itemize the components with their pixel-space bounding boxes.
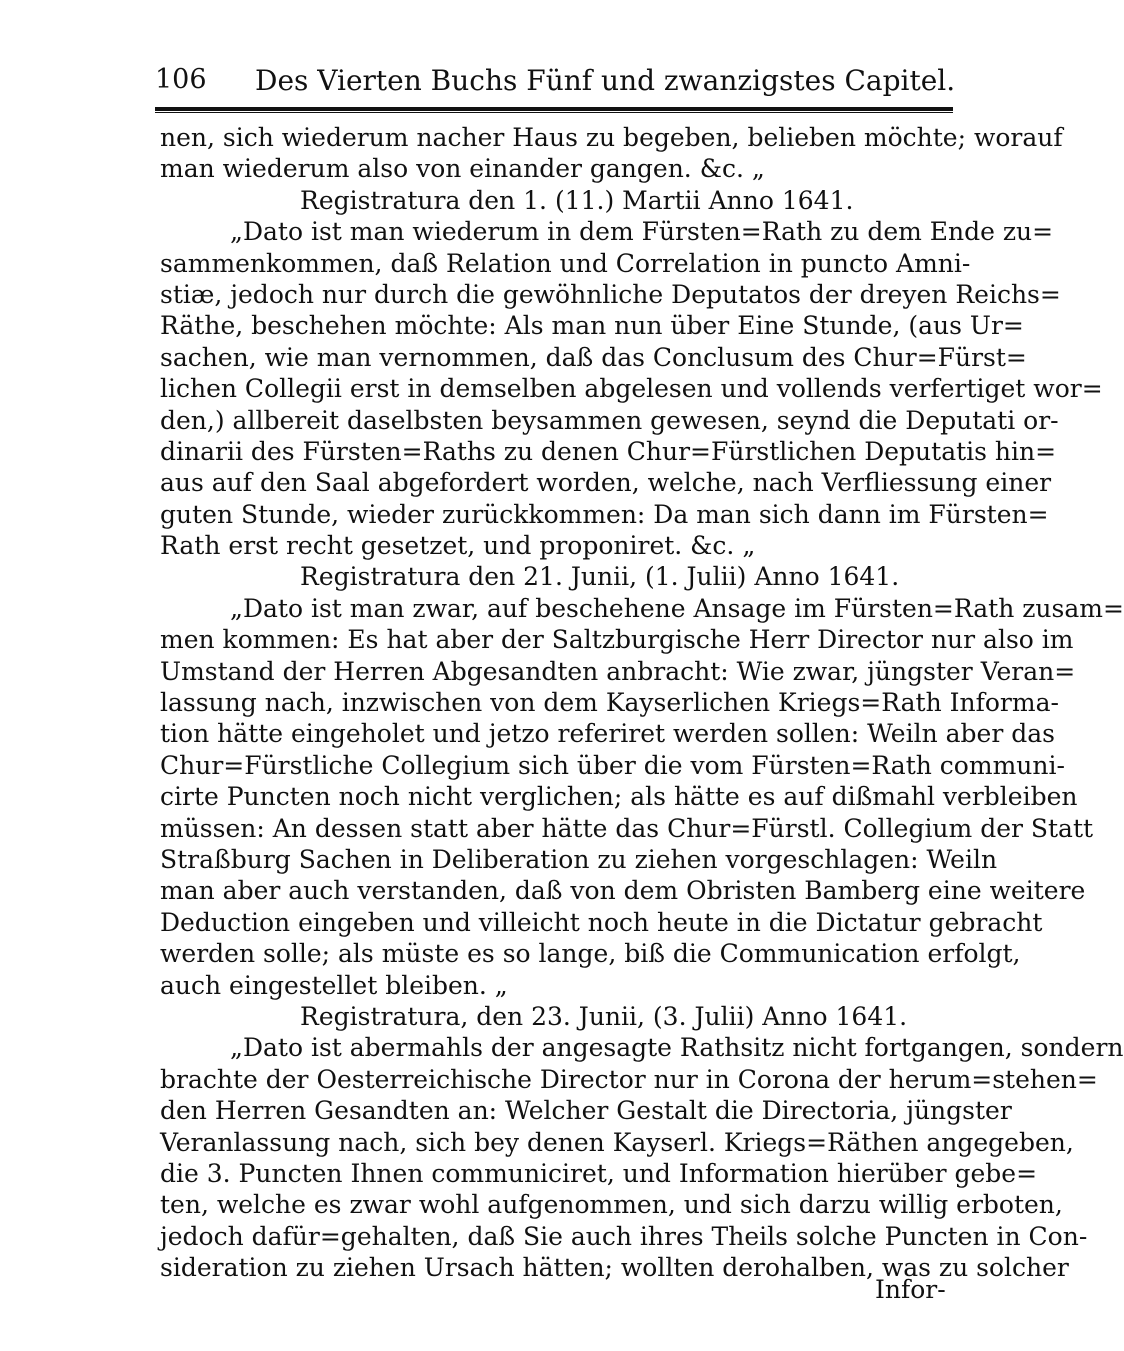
text-line: Deduction eingeben und villeicht noch heute in die Dictatur gebracht <box>160 907 1043 937</box>
text-line: nen, sich wiederum nacher Haus zu begeben, belieben möchte; worauf <box>160 123 1063 152</box>
registratura-heading: Registratura den 21. Junii, (1. Julii) Anno 1641. <box>300 562 900 592</box>
text-line: sideration zu ziehen Ursach hätten; wollten derohalben, was zu solcher <box>160 1253 1069 1283</box>
text-line: sachen, wie man vernommen, daß das Conclusum des Chur=Fürst= <box>160 342 1027 372</box>
text-line: stiæ, jedoch nur durch die gewöhnliche Deputatos der dreyen Reichs= <box>160 279 1061 309</box>
text-line: den Herren Gesandten an: Welcher Gestalt die Directoria, jüngster <box>160 1096 1012 1126</box>
text-line: müssen: An dessen statt aber hätte das Chur=Fürstl. Collegium der Statt <box>160 813 1094 843</box>
registratura-heading: Registratura, den 23. Junii, (3. Julii) Anno 1641. <box>300 1001 908 1031</box>
text-line: lichen Collegii erst in demselben abgelesen und vollends verfertiget wor= <box>160 374 1103 404</box>
text-line: men kommen: Es hat aber der Saltzburgische Herr Director nur also im <box>160 625 1074 655</box>
text-line: Chur=Fürstliche Collegium sich über die vom Fürsten=Rath communi- <box>160 750 1065 780</box>
header-rule <box>155 107 953 113</box>
text-line: Rath erst recht gesetzet, und proponiret. &c. „ <box>160 531 756 561</box>
text-line: werden solle; als müste es so lange, biß die Communication erfolgt, <box>160 939 1021 969</box>
text-line: „Dato ist abermahls der angesagte Rathsitz nicht fortgangen, sondern <box>230 1033 1124 1063</box>
text-line: Umstand der Herren Abgesandten anbracht: Wie zwar, jüngster Veran= <box>160 656 1076 686</box>
text-line: dinarii des Fürsten=Raths zu denen Chur=Fürstlichen Deputatis hin= <box>160 436 1057 466</box>
text-line: lassung nach, inzwischen von dem Kayserlichen Kriegs=Rath Informa- <box>160 688 1059 718</box>
text-line: den,) allbereit daselbsten beysammen gewesen, seynd die Deputati or- <box>160 405 1059 435</box>
running-title: Des Vierten Buchs Fünf und zwanzigstes Capitel. <box>255 64 956 97</box>
text-line: cirte Puncten noch nicht verglichen; als hätte es auf dißmahl verbleiben <box>160 782 1078 812</box>
text-line: Räthe, beschehen möchte: Als man nun über Eine Stunde, (aus Ur= <box>160 311 1024 341</box>
page-body <box>160 122 1124 1283</box>
text-line: sammenkommen, daß Relation und Correlation in puncto Amni- <box>160 248 971 278</box>
text-line: brachte der Oesterreichische Director nur in Corona der herum=stehen= <box>160 1064 1098 1094</box>
text-line: man wiederum also von einander gangen. &c. „ <box>160 154 765 184</box>
text-line: „Dato ist man zwar, auf beschehene Ansage im Fürsten=Rath zusam= <box>230 593 1124 623</box>
text-line: ten, welche es zwar wohl aufgenommen, und sich darzu willig erboten, <box>160 1190 1063 1220</box>
text-line: tion hätte eingeholet und jetzo referiret werden sollen: Weiln aber das <box>160 719 1055 749</box>
catchword: Infor- <box>875 1275 946 1304</box>
text-line: Veranlassung nach, sich bey denen Kayserl. Kriegs=Räthen angegeben, <box>160 1127 1074 1157</box>
text-line: die 3. Puncten Ihnen communiciret, und Information hierüber gebe= <box>160 1158 1038 1188</box>
page-header <box>155 62 955 104</box>
text-line: aus auf den Saal abgefordert worden, welche, nach Verfliessung einer <box>160 468 1052 498</box>
text-line: auch eingestellet bleiben. „ <box>160 970 508 1000</box>
text-line: Straßburg Sachen in Deliberation zu ziehen vorgeschlagen: Weiln <box>160 844 998 874</box>
registratura-heading: Registratura den 1. (11.) Martii Anno 1641. <box>300 185 854 215</box>
page-number: 106 <box>155 64 207 95</box>
text-line: man aber auch verstanden, daß von dem Obristen Bamberg eine weitere <box>160 876 1086 906</box>
text-line: jedoch dafür=gehalten, daß Sie auch ihres Theils solche Puncten in Con- <box>160 1221 1088 1251</box>
text-line: „Dato ist man wiederum in dem Fürsten=Rath zu dem Ende zu= <box>230 217 1054 247</box>
text-line: guten Stunde, wieder zurückkommen: Da man sich dann im Fürsten= <box>160 499 1049 529</box>
